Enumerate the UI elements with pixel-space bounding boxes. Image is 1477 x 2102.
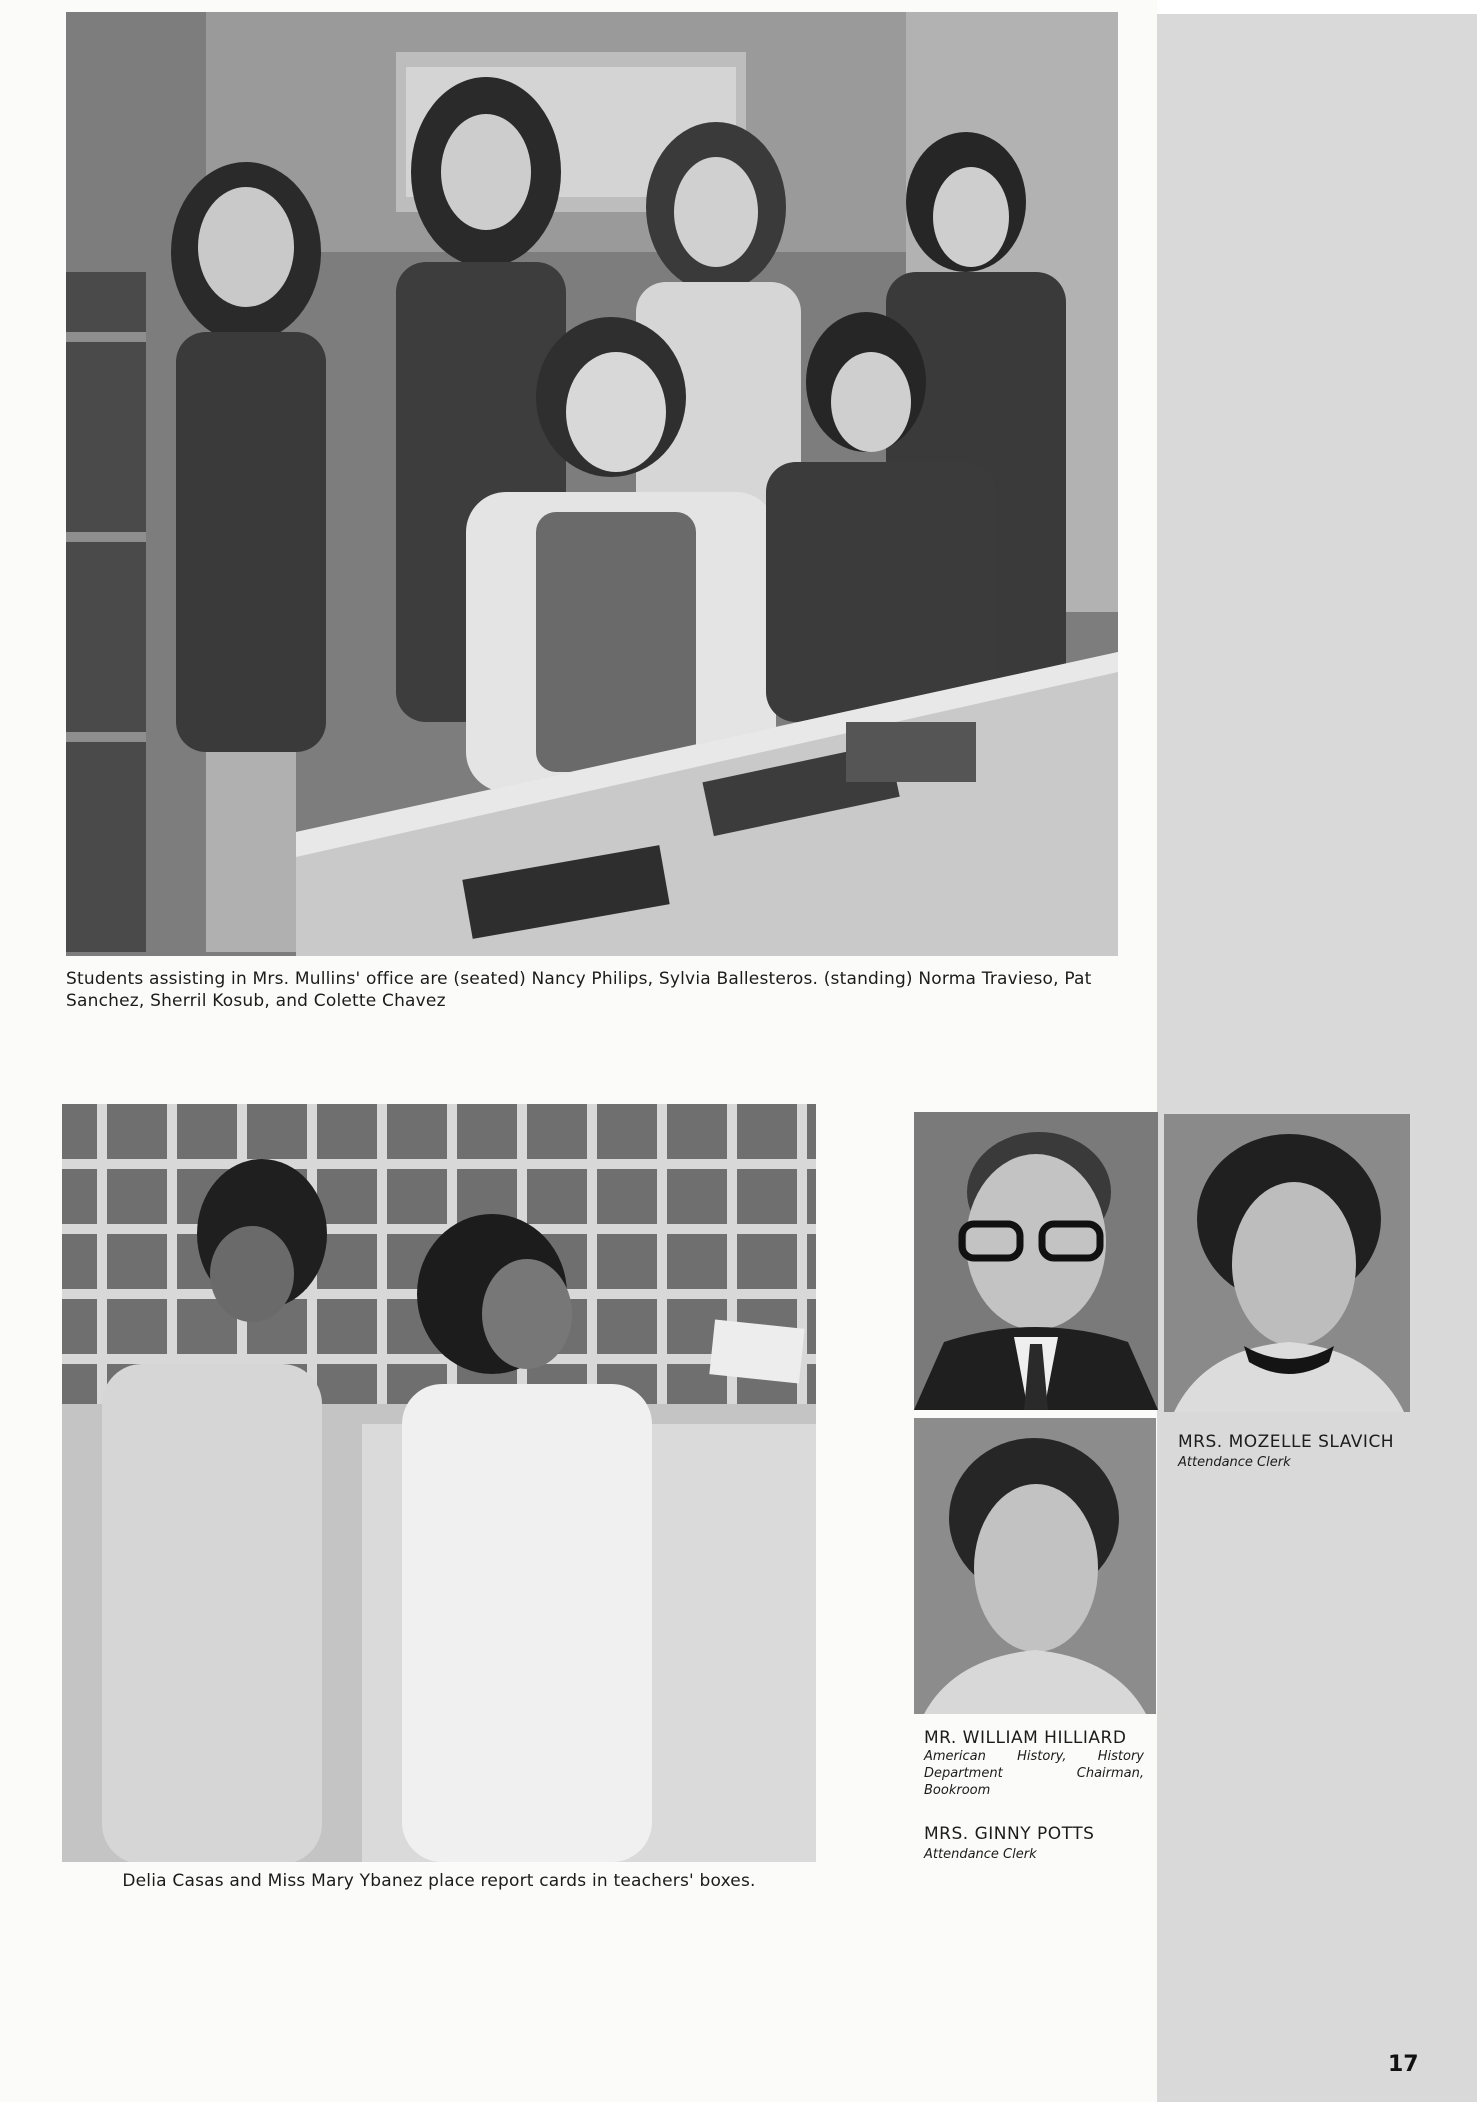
portrait-name: MRS. MOZELLE SLAVICH xyxy=(1178,1432,1395,1452)
man-portrait xyxy=(914,1112,1158,1410)
top-photo-caption: Students assisting in Mrs. Mullins' office are (seated) Nancy Philips, Sylvia Ballesteros. (standing) Norma Travieso, Pat Sanchez, Sherril Kosub, and Colette Chavez xyxy=(66,969,1092,1011)
mailboxes-photo xyxy=(62,1104,816,1862)
woman-portrait xyxy=(914,1418,1156,1714)
bottom-photo-caption: Delia Casas and Miss Mary Ybanez place report cards in teachers' boxes. xyxy=(122,1871,756,1891)
portrait-name: MRS. GINNY POTTS xyxy=(924,1824,1095,1844)
office-group-photo xyxy=(66,12,1118,956)
portrait-title: American History, History Department Chairman, Bookroom xyxy=(924,1749,1144,1798)
woman-portrait xyxy=(1164,1114,1410,1412)
portrait-name: MR. WILLIAM HILLIARD xyxy=(924,1728,1127,1748)
page-number: 17 xyxy=(1388,2052,1419,2077)
scan-background xyxy=(1157,14,1477,2102)
portrait-title: Attendance Clerk xyxy=(924,1847,1037,1862)
portrait-title: Attendance Clerk xyxy=(1178,1455,1291,1470)
